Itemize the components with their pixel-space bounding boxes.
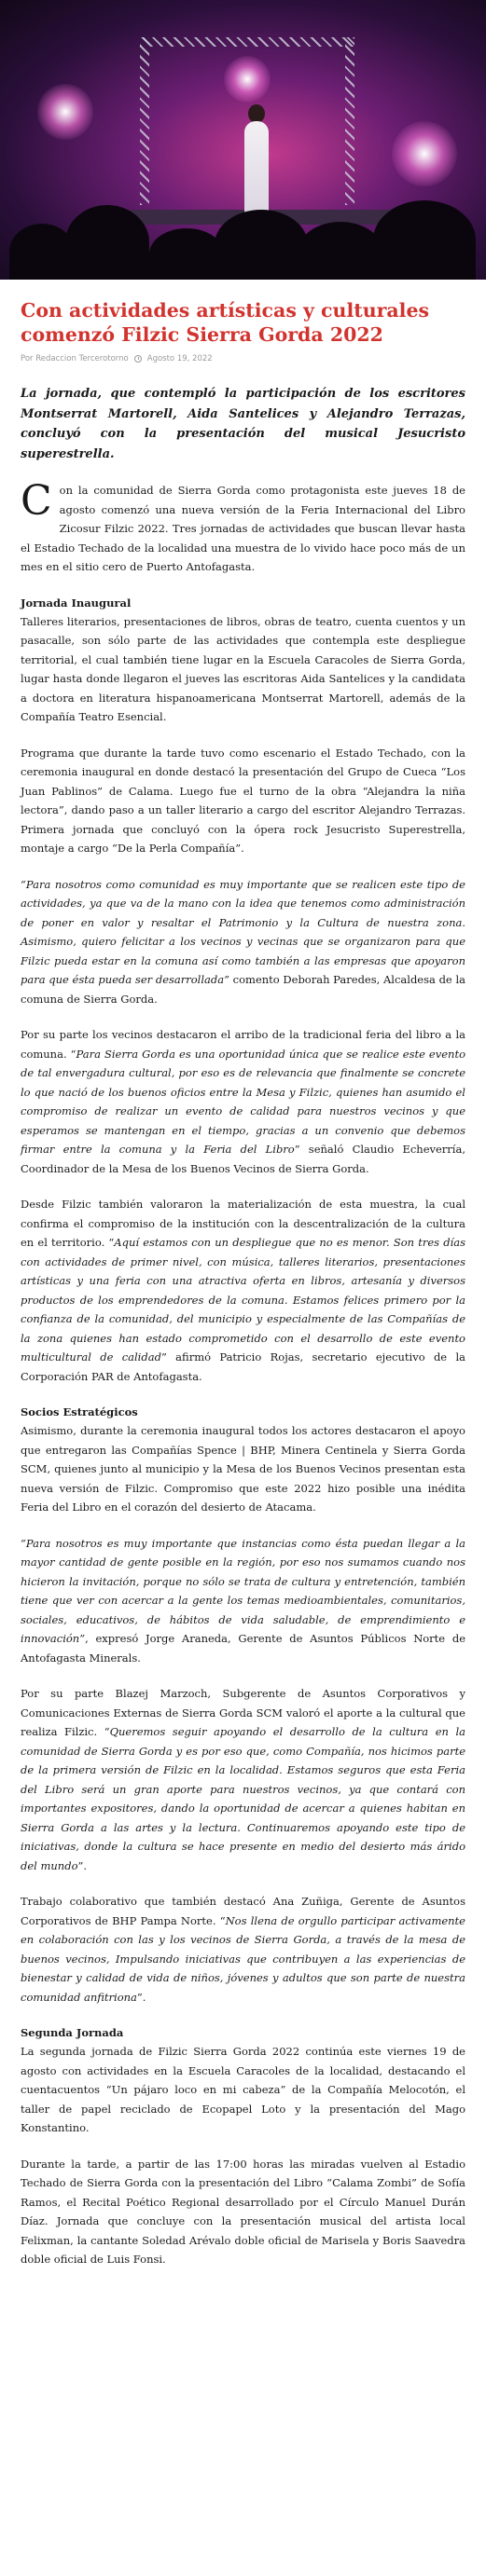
paragraph: La segunda jornada de Filzic Sierra Gorda 2022 continúa este viernes 19 de agosto con actividades en la Escuela Caracoles de la localidad, destacando el cuentacuentos “Un pájaro loco en mi cabeza” de la Compañía Melocotón, el taller de papel reciclado de Ecopapel Loto y la presentación del Mago Konstantino.	[21, 2045, 465, 2134]
paragraph-quote-antofagasta-minerals: “Para nosotros es muy importante que instancias como ésta puedan llegar a la mayor cantidad de gente posible en la región, por eso nos sumamos cuando nos hicieron la invitación, porque no sólo se trata de cultura y entretención, también tiene que ver con acercar a la gente los temas medioambientales, comunitarios, sociales, educativos, de hábitos de vida saludable, de emprendimiento e innovación”, expresó Jorge Araneda, Gerente de Asuntos Públicos Norte de Antofagasta Minerals.	[21, 1536, 465, 1665]
stage-truss-left	[140, 37, 149, 205]
audience-silhouettes	[0, 191, 486, 280]
paragraph-quote-vecinos: Por su parte los vecinos destacaron el arribo de la tradicional feria del libro a la comuna. “Para Sierra Gorda es una oportunidad única que se realice este evento de tal envergadura cultural, por eso es de relevancia que finalmente se concrete lo que nació de los buenos oficios entre la Mesa y Filzic, quienes han asumido el compromiso de realizar un evento de calidad para nuestros vecinos y que esperamos se mantengan en el tiempo, gracias a un convenio que debemos firmar entre la comuna y la Feria del Libro” señaló Claudio Echeverría, Coordinador de la Mesa de los Buenos Vecinos de Sierra Gorda.	[21, 1028, 465, 1175]
page-footer-space	[21, 2269, 465, 2335]
paragraph: Programa que durante la tarde tuvo como escenario el Estado Techado, con la ceremonia inaugural en donde destacó la presentación del Grupo de Cueca “Los Juan Pablinos” de Calama. Luego fue el turno de la obra “Alejandra la niña lectora”, dando paso a un taller literario a cargo del escritor Alejandro Terrazas. Primera jornada que concluyó con la ópera rock Jesucristo Superestrella, montaje a cargo “De la Perla Compañía”.	[21, 746, 465, 855]
paragraph-quote-filzic: Desde Filzic también valoraron la materialización de esta muestra, la cual confirma el compromiso de la institución con la descentralización de la cultura en el territorio. “Aquí estamos con un despliegue que no es menor. Son tres días con actividades de primer nivel, con música, talleres literarios, presentaciones artísticas y una feria con una atractiva oferta en libros, artesanía y diversos productos de los emprendedores de la comuna. Estamos felices primero por la confianza de la comunidad, del municipio y especialmente de las Compañías de la zona quienes han estado comprometido con el desarrollo de este evento multicultural de calidad” afirmó Patricio Rojas, secretario ejecutivo de la Corporación PAR de Antofagasta.	[21, 1198, 465, 1383]
paragraph: Talleres literarios, presentaciones de libros, obras de teatro, cuenta cuentos y un pasacalle, son sólo parte de las actividades que contempla este despliegue territorial, el cual también tiene lugar en la Escuela Caracoles de Sierra Gorda, lugar hasta donde llegaron el jueves las escritoras Aida Santelices y la candidata a doctora en literatura hispanoamericana Montserrat Martorell, además de la Compañía Teatro Esencial.	[21, 614, 465, 723]
article-author[interactable]: Por Redaccion Tercerotorno	[21, 354, 129, 363]
stage-light	[392, 121, 457, 186]
article-content	[0, 298, 486, 2335]
clock-icon	[134, 355, 142, 363]
stage-light	[224, 56, 271, 103]
paragraph-intro: Con la comunidad de Sierra Gorda como protagonista este jueves 18 de agosto comenzó una nueva versión de la Feria Internacional del Libro Zicosur Filzic 2022. Tres jornadas de actividades que buscan llevar hasta el Estadio Techado de la localidad una muestra de lo vivido hace poco más de un mes en el sitio cero de Puerto Antofagasta.	[21, 477, 465, 573]
article-meta	[21, 354, 465, 363]
paragraph: Asimismo, durante la ceremonia inaugural todos los actores destacaron el apoyo que entregaron las Compañías Spence | BHP, Minera Centinela y Sierra Gorda SCM, quienes junto al municipio y la Mesa de los Buenos Vecinos presentan esta nueva versión de Filzic. Compromiso que este 2022 hizo posible una inédita Feria del Libro en el corazón del desierto de Atacama.	[21, 1424, 465, 1514]
article-lead: La jornada, que contempló la participación de los escritores Montserrat Martorell, Aida Santelices y Alejandro Terrazas, concluyó con la presentación del musical Jesucristo superestrella.	[21, 387, 465, 461]
paragraph-quote-bhp: Trabajo colaborativo que también destacó Ana Zuñiga, Gerente de Asuntos Corporativos de BHP Pampa Norte. “Nos llena de orgullo participar activamente en colaboración con las y los vecinos de Sierra Gorda, a través de la mesa de buenos vecinos, Impulsando iniciativas que contribuyen a las experiencias de bienestar y calidad de vida de niños, jóvenes y adultos que son parte de nuestra comunidad anfitriona”.	[21, 1895, 465, 2004]
paragraph-quote-alcaldesa: “Para nosotros como comunidad es muy importante que se realicen este tipo de actividades, ya que va de la mano con la idea que tenemos como administración de poner en valor y resaltar el Patrimonio y la Cultura de nuestra zona. Asimismo, quiero felicitar a los vecinos y vecinas que se organizaron para que Filzic pueda estar en la comuna así como también a las empresas que apoyaron para que ésta pueda ser desarrollada” comento Deborah Paredes, Alcaldesa de la comuna de Sierra Gorda.	[21, 877, 465, 1006]
stage-light	[37, 84, 93, 140]
drop-cap: C	[21, 477, 52, 525]
heading-socios-estrategicos: Socios Estratégicos	[21, 1405, 138, 1418]
heading-jornada-inaugural: Jornada Inaugural	[21, 596, 132, 610]
stage-truss-top	[140, 37, 354, 47]
hero-image	[0, 0, 486, 280]
paragraph-quote-sierra-gorda-scm: Por su parte Blazej Marzoch, Subgerente de Asuntos Corporativos y Comunicaciones Externas de Sierra Gorda SCM valoró el aporte a la cultural que realiza Filzic. “Queremos seguir apoyando el desarrollo de la cultura en la comunidad de Sierra Gorda y es por eso que, como Compañía, nos hicimos parte de la primera versión de Filzic en la localidad. Estamos seguros que esta Feria del Libro será un gran aporte para nuestros vecinos, ya que contará con importantes expositores, dando la oportunidad de acercar a quienes habitan en Sierra Gorda a las artes y la lectura. Continuaremos apoyando este tipo de iniciativas, donde la cultura se hace presente en medio del desierto más árido del mundo”.	[21, 1687, 465, 1872]
stage-truss-right	[345, 37, 354, 205]
article-title: Con actividades artísticas y culturales comenzó Filzic Sierra Gorda 2022	[21, 299, 430, 346]
article-date: Agosto 19, 2022	[146, 354, 213, 363]
heading-segunda-jornada: Segunda Jornada	[21, 2026, 124, 2039]
paragraph: Durante la tarde, a partir de las 17:00 horas las miradas vuelven al Estadio Techado de Sierra Gorda con la presentación del Libro “Calama Zombi” de Sofía Ramos, el Recital Poético Regional desarrollado por el Círculo Manuel Durán Díaz. Jornada que concluye con la presentación musical del artista local Felixman, la cantante Soledad Arévalo doble oficial de Marisela y Boris Saavedra doble oficial de Luis Fonsi.	[21, 2157, 465, 2266]
performer-head	[248, 104, 265, 123]
